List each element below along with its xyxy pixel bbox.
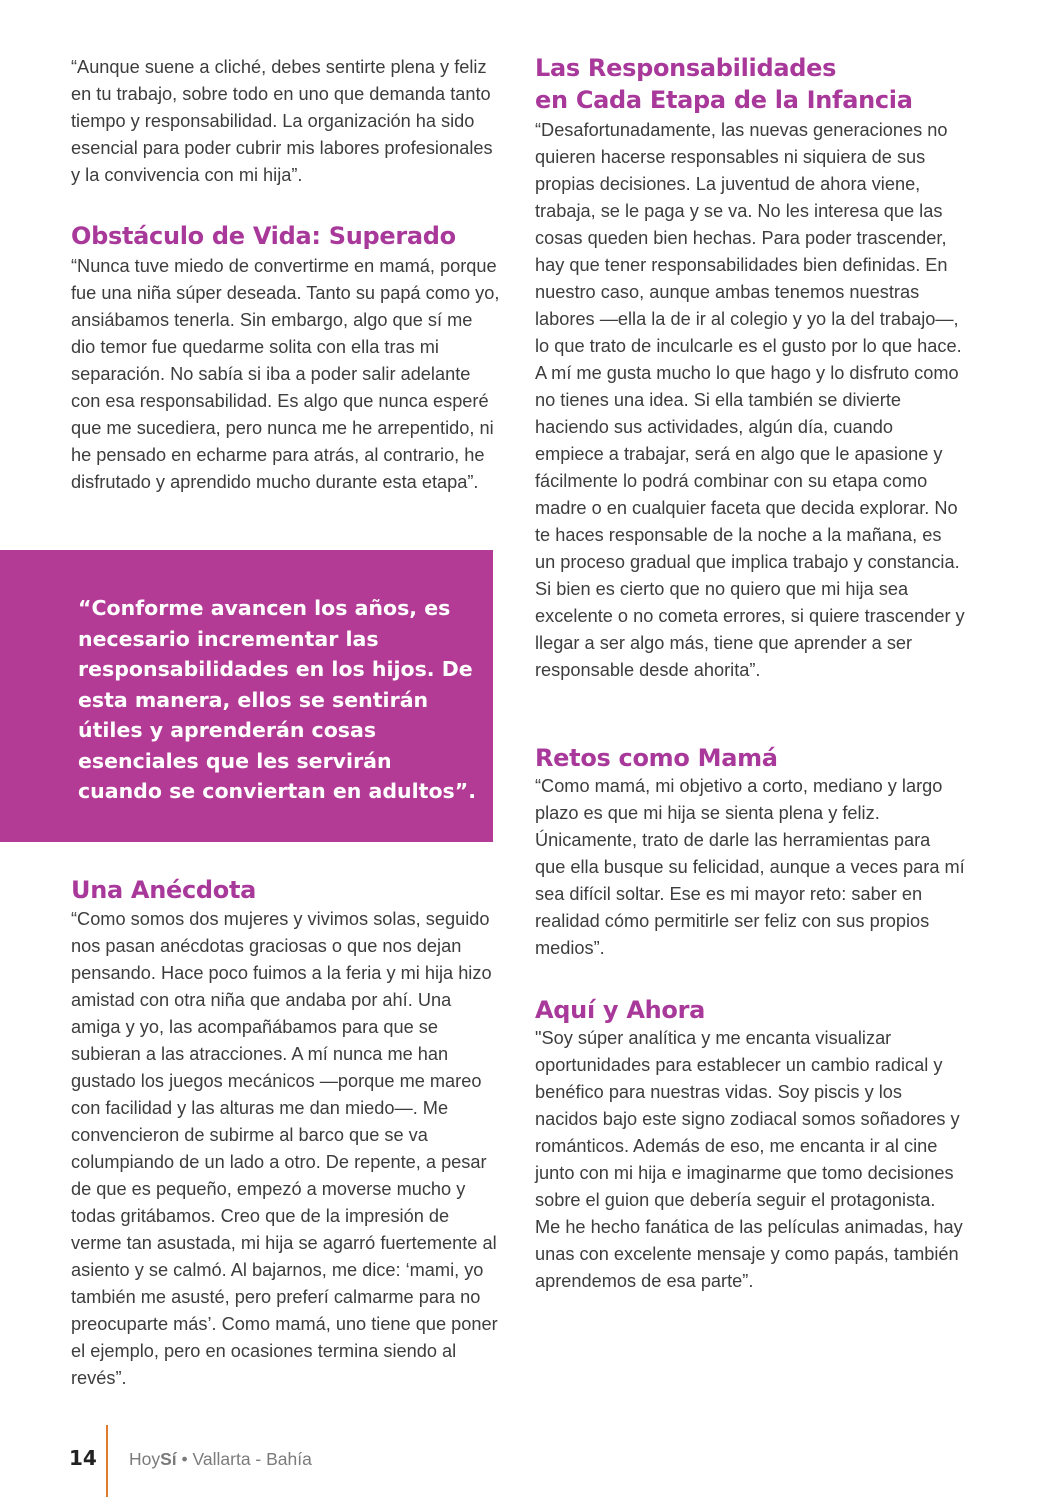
section-body-retos: “Como mamá, mi objetivo a corto, mediano y largo plazo es que mi hija se sienta plena y feliz. Únicamente, trato de darle las herramientas para que ella busque su felicidad, aunque a veces para mí sea difícil soltar. Ese es mi mayor reto: saber en realidad cómo permitirle ser feliz con sus propios medios”. — [535, 776, 965, 958]
section-heading-anecdota: Una Anécdota — [71, 876, 257, 904]
section-heading-retos: Retos como Mamá — [535, 744, 778, 772]
edition-name: • Vallarta - Bahía — [176, 1449, 312, 1469]
section-body-anecdota: “Como somos dos mujeres y vivimos solas, seguido nos pasan anécdotas graciosas o que nos dejan pensando. Hace poco fuimos a la feria y mi hija hizo amistad con otra niña que andaba por ahí. Una amiga y yo, las acompañábamos para que se subieran a las atracciones. A mí nunca me han gustado los juegos mecánicos —porque me mareo con facilidad y las alturas me dan miedo—. Me convencieron de subirme al barco que se va columpiando de un lado a otro. De repente, a pesar de que es pequeño, empezó a moverse mucho y todas gritábamos. Creo que de la impresión de verme tan asustada, mi hija se agarró fuertemente al asiento y se calmó. Al bajarnos, me dice: ‘mami, yo también me asusté, pero preferí calmarme para no preocuparte más’. Como mamá, uno tiene que poner el ejemplo, pero en ocasiones termina siendo al revés”. — [71, 909, 498, 1388]
page-number: 14 — [69, 1446, 97, 1470]
brand-si: Sí — [160, 1449, 177, 1469]
section-body-obstaculo: “Nunca tuve miedo de convertirme en mamá, porque fue una niña súper deseada. Tanto su papá como yo, ansiábamos tenerla. Sin embargo, algo que sí me dio temor fue quedarme solita con ella tras mi separación. No sabía si iba a poder salir adelante con esa responsabilidad. Es algo que nunca esperé que me sucediera, pero nunca me he arrepentido, ni he pensado en echarme para atrás, al contrario, he disfrutado y aprendido mucho durante esta etapa”. — [71, 256, 500, 492]
footer-divider — [106, 1425, 108, 1497]
heading-line-2: en Cada Etapa de la Infancia — [535, 86, 913, 114]
intro-paragraph: “Aunque suene a cliché, debes sentirte plena y feliz en tu trabajo, sobre todo en uno que demanda tanto tiempo y responsabilidad. La organización ha sido esencial para poder cubrir mis labores profesionales y la convivencia con mi hija”. — [71, 57, 493, 185]
publication-label — [129, 1449, 312, 1470]
heading-line-1: Las Responsabilidades — [535, 54, 837, 82]
section-body-aqui-ahora: "Soy súper analítica y me encanta visualizar oportunidades para establecer un cambio radical y benéfico para nuestras vidas. Soy piscis y los nacidos bajo este signo zodiacal somos soñadores y románticos. Además de eso, me encanta ir al cine junto con mi hija e imaginarme que tomo decisiones sobre el guion que debería seguir el protagonista. Me he hecho fanática de las películas animadas, hay unas con excelente mensaje y como papás, también aprendemos de esa parte”. — [535, 1028, 963, 1291]
section-body-responsabilidades: “Desafortunadamente, las nuevas generaciones no quieren hacerse responsables ni siquiera de sus propias decisiones. La juventud de ahora viene, trabaja, se le paga y se va. No les interesa que las cosas queden bien hechas. Para poder trascender, hay que tener responsabilidades bien definidas. En nuestro caso, aunque ambas tenemos nuestras labores —ella la de ir al colegio y yo la del trabajo—, lo que trato de inculcarle es el gusto por lo que hace. A mí me gusta mucho lo que hago y lo disfruto como no tienes una idea. Si ella también se divierte haciendo sus actividades, algún día, cuando empiece a trabajar, será en algo que le apasione y fácilmente lo podrá combinar con su etapa como madre o en cualquier faceta que decida explorar. No te haces responsable de la noche a la mañana, es un proceso gradual que implica trabajo y constancia. Si bien es cierto que no quiero que mi hija sea excelente o no cometa errores, si quiere trascender y llegar a ser algo más, tiene que aprender a ser responsable desde ahorita”. — [535, 120, 965, 680]
pull-quote-text: “Conforme avancen los años, es necesario incrementar las responsabilidades en los hijos. De esta manera, ellos se sentirán útiles y aprenderán cosas esenciales que les servirán cuando se conviertan en adultos”. — [78, 596, 477, 803]
section-heading-responsabilidades — [535, 52, 965, 116]
brand-hoy: Hoy — [129, 1449, 161, 1469]
section-heading-aqui-ahora: Aquí y Ahora — [535, 996, 706, 1024]
section-heading-obstaculo: Obstáculo de Vida: Superado — [71, 222, 456, 250]
